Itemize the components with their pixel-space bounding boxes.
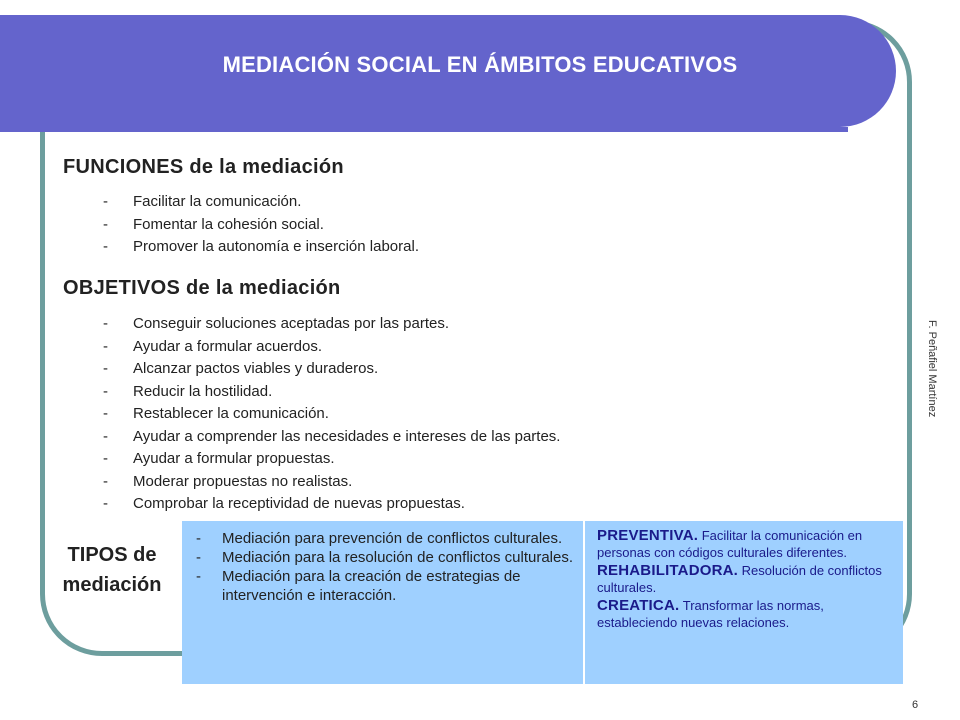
list-item (103, 403, 560, 426)
bullet-dash: - (196, 530, 201, 547)
list-item (103, 358, 560, 381)
kind-rehabilitadora (597, 562, 893, 596)
list-item-text: Mediación para la resolución de conflictos culturales. (222, 549, 574, 566)
kind-preventiva (597, 527, 893, 561)
funciones-list (103, 191, 419, 259)
bullet-dash: - (103, 238, 108, 255)
bullet-dash: - (103, 360, 108, 377)
bullet-dash: - (103, 337, 108, 355)
page-number: 6 (912, 699, 919, 711)
list-item (103, 236, 419, 259)
bullet-dash: - (103, 193, 108, 210)
list-item (196, 548, 575, 567)
kind-creatica (597, 597, 893, 631)
bullet-dash: - (103, 472, 108, 490)
list-item (103, 448, 560, 471)
kind-text: Transformar las normas, estableciendo nuevas relaciones. (597, 598, 824, 630)
list-item-text: Promover la autonomía e inserción laboral. (133, 238, 419, 255)
bullet-dash: - (103, 450, 108, 467)
list-item (103, 381, 560, 404)
tipos-list-cell (182, 521, 585, 684)
bullet-dash: - (103, 382, 108, 400)
list-item (103, 471, 560, 494)
list-item-text: Restablecer la comunicación. (133, 405, 329, 422)
list-item (103, 493, 560, 516)
list-item-text: Reducir la hostilidad. (133, 382, 273, 400)
list-item (103, 426, 560, 449)
list-item-text: Fomentar la cohesión social. (133, 215, 324, 233)
funciones-heading: FUNCIONES de la mediación (63, 156, 344, 178)
slide-title: MEDIACIÓN SOCIAL EN ÁMBITOS EDUCATIVOS (222, 52, 738, 77)
bullet-dash: - (103, 405, 108, 422)
list-item-text: Comprobar la receptividad de nuevas propuestas. (133, 495, 465, 512)
tipos-heading-line2: mediación (62, 574, 162, 596)
bullet-dash: - (103, 427, 108, 445)
list-item-text: Moderar propuestas no realistas. (133, 472, 353, 490)
list-item-text: Ayudar a formular propuestas. (133, 450, 335, 467)
tipos-kinds-cell (585, 521, 903, 684)
bullet-dash: - (103, 495, 108, 512)
kind-text: Facilitar la comunicación en personas con códigos culturales diferentes. (597, 528, 863, 560)
list-item-text: Mediación para prevención de conflictos culturales. (222, 530, 563, 547)
kind-name: REHABILITADORA. (597, 562, 739, 579)
list-item-text: Ayudar a formular acuerdos. (133, 337, 322, 355)
bullet-dash: - (103, 315, 108, 332)
bullet-dash: - (196, 568, 201, 585)
author-credit: F. Peñafiel Martínez (926, 320, 938, 418)
list-item (196, 529, 575, 548)
list-item-text: Ayudar a comprender las necesidades e intereses de las partes. (133, 427, 561, 445)
list-item-text: Conseguir soluciones aceptadas por las partes. (133, 315, 450, 332)
kind-text: Resolución de conflictos culturales. (597, 563, 882, 595)
title-underline (0, 127, 848, 132)
objetivos-heading: OBJETIVOS de la mediación (63, 277, 341, 299)
list-item-text: Mediación para la creación de estrategias de intervención e interacción. (222, 568, 521, 604)
kind-name: PREVENTIVA. (597, 527, 699, 544)
list-item (103, 336, 560, 359)
tipos-table (182, 521, 903, 684)
list-item (103, 313, 560, 336)
list-item (196, 567, 575, 605)
list-item (103, 214, 419, 237)
list-item-text: Alcanzar pactos viables y duraderos. (133, 360, 379, 377)
objetivos-list (103, 313, 560, 516)
bullet-dash: - (103, 215, 108, 233)
bullet-dash: - (196, 549, 201, 566)
tipos-heading (52, 540, 172, 600)
tipos-list (196, 529, 575, 605)
tipos-heading-line1: TIPOS de (67, 544, 157, 566)
list-item (103, 191, 419, 214)
kind-name: CREATICA. (597, 597, 680, 614)
list-item-text: Facilitar la comunicación. (133, 193, 302, 210)
